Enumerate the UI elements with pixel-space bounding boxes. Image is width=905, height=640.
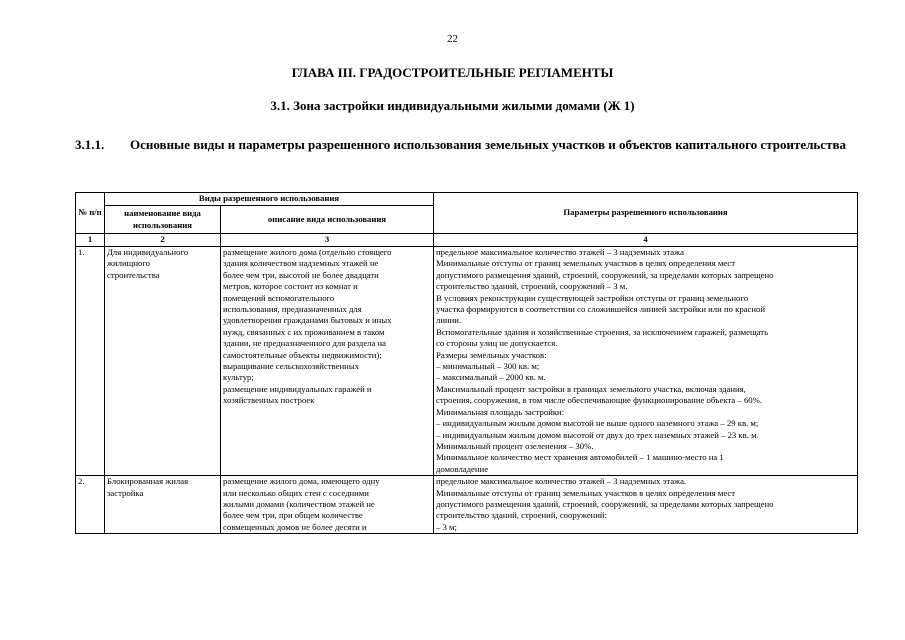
params-cell-line: Минимальные отступы от границ земельных участков в целях определения мест — [436, 258, 736, 269]
params-cell-line: Минимальное количество мест хранения автомобилей – 1 машино-место на 1 — [436, 452, 724, 463]
params-cell-line: – индивидуальным жилым домом высотой от двух до трех наземных этажей – 23 кв. м. — [436, 429, 759, 440]
params-cell-line: со стороны улиц не допускается. — [436, 338, 558, 349]
params-cell-line: строения, сооружения, в том числе обеспечивающие функционирование объекта – 60%. — [436, 395, 763, 406]
params-cell-line: предельное максимальное количество этажей – 3 надземных этажа. — [436, 476, 687, 487]
header-number: № п/п — [76, 193, 105, 234]
section-title: Основные виды и параметры разрешенного использования земельных участков и объектов капитального строительства — [130, 137, 846, 152]
page-number: 22 — [447, 33, 458, 45]
params-cell-line: домовладение — [436, 463, 489, 474]
header-uses-group: Виды разрешенного использования — [105, 193, 434, 206]
table-row — [76, 476, 858, 534]
use-description-cell-line: помещений вспомогательного — [223, 292, 335, 303]
params-cell-line: – максимальный – 2000 кв. м. — [436, 372, 546, 383]
params-cell-line: Минимальная площадь застройки: — [436, 406, 565, 417]
use-description-cell-line: жилыми домами (количеством этажей не — [223, 498, 375, 509]
use-name-cell — [105, 476, 221, 534]
params-cell-line: – 3 м; — [436, 521, 457, 532]
row-number: 1. — [76, 247, 105, 476]
params-cell-line: Минимальный процент озеленения – 30%. — [436, 440, 594, 451]
params-cell — [434, 476, 858, 534]
use-description-cell-line: размещение индивидуальных гаражей и — [223, 383, 372, 394]
params-cell-line: линии. — [436, 315, 462, 326]
use-description-cell-line: более чем три, при общем количестве — [223, 510, 363, 521]
params-cell — [434, 247, 858, 476]
column-number: 3 — [221, 234, 434, 247]
regulations-table — [75, 192, 858, 534]
use-description-cell-line: размещение жилого дома (отдельно стоящего — [223, 247, 392, 257]
params-cell-line: допустимого размещения зданий, строений, сооружений, за пределами которых запрещено — [436, 269, 774, 280]
row-number: 2. — [76, 476, 105, 534]
section-heading — [75, 136, 865, 153]
use-description-cell-line: выращивание сельскохозяйственных — [223, 361, 359, 372]
params-cell-line: Размеры земельных участков: — [436, 349, 547, 360]
use-name-cell-line: жилищного — [107, 258, 151, 269]
use-description-cell-line: нужд, связанных с их проживанием в таком — [223, 326, 385, 337]
params-cell-line: Максимальный процент застройки в границах земельного участка, включая здания, — [436, 383, 746, 394]
use-description-cell-line: здании, не предназначенного для раздела на — [223, 338, 387, 349]
use-description-cell — [221, 476, 434, 534]
use-name-cell-line: Блокированная жилая — [107, 476, 189, 487]
table-row — [76, 247, 858, 476]
params-cell-line: Вспомогательные здания и хозяйственные строения, за исключением гаражей, размещать — [436, 326, 769, 337]
zone-title: 3.1. Зона застройки индивидуальными жилыми домами (Ж 1) — [270, 98, 635, 113]
use-description-cell-line: самостоятельные объекты недвижимости); — [223, 349, 382, 360]
chapter-title: ГЛАВА III. ГРАДОСТРОИТЕЛЬНЫЕ РЕГЛАМЕНТЫ — [291, 65, 614, 80]
params-cell-line: предельное максимальное количество этажей – 3 надземных этажа — [436, 247, 684, 257]
use-description-cell-line: удовлетворения гражданами бытовых и иных — [223, 315, 392, 326]
use-description-cell-line: культур; — [223, 372, 254, 383]
params-cell-line: строительство зданий, строений, сооружений – 3 м. — [436, 281, 628, 292]
header-use-description: описание вида использования — [221, 206, 434, 234]
use-description-cell-line: совмещенных домов не более десяти и — [223, 521, 367, 532]
use-name-cell-line: застройка — [107, 487, 144, 498]
params-cell-line: В условиях реконструкции существующей застройки отступы от границ земельного — [436, 292, 749, 303]
params-cell-line: участка формируются в соответствии со сложившейся линией застройки или по красной — [436, 304, 766, 315]
table-body — [76, 247, 858, 534]
header-params: Параметры разрешенного использования — [434, 193, 858, 234]
use-description-cell-line: здания количеством надземных этажей не — [223, 258, 379, 269]
header-use-name: наименование вида использования — [105, 206, 221, 234]
params-cell-line: Минимальные отступы от границ земельных участков в целях определения мест — [436, 487, 736, 498]
use-name-cell — [105, 247, 221, 476]
use-description-cell-line: или несколько общих стен с соседними — [223, 487, 369, 498]
section-number: 3.1.1. — [75, 137, 105, 152]
params-cell-line: – минимальный – 300 кв. м; — [436, 361, 540, 372]
column-number: 1 — [76, 234, 105, 247]
params-cell-line: – индивидуальным жилым домом высотой не выше одного наземного этажа – 29 кв. м; — [436, 418, 759, 429]
use-description-cell-line: размещение жилого дома, имеющего одну — [223, 476, 380, 487]
use-description-cell-line: метров, которое состоит из комнат и — [223, 281, 358, 292]
params-cell-line: допустимого размещения зданий, строений, сооружений, за пределами которых запрещено — [436, 498, 774, 509]
column-number: 2 — [105, 234, 221, 247]
use-description-cell-line: хозяйственных построек — [223, 395, 315, 406]
params-cell-line: строительство зданий, строений, сооружений: — [436, 510, 607, 521]
use-name-cell-line: Для индивидуального — [107, 247, 189, 257]
use-description-cell-line: использования, предназначенных для — [223, 304, 362, 315]
use-description-cell-line: более чем три, высотой не более двадцати — [223, 269, 379, 280]
column-number: 4 — [434, 234, 858, 247]
use-name-cell-line: строительства — [107, 269, 160, 280]
use-description-cell — [221, 247, 434, 476]
